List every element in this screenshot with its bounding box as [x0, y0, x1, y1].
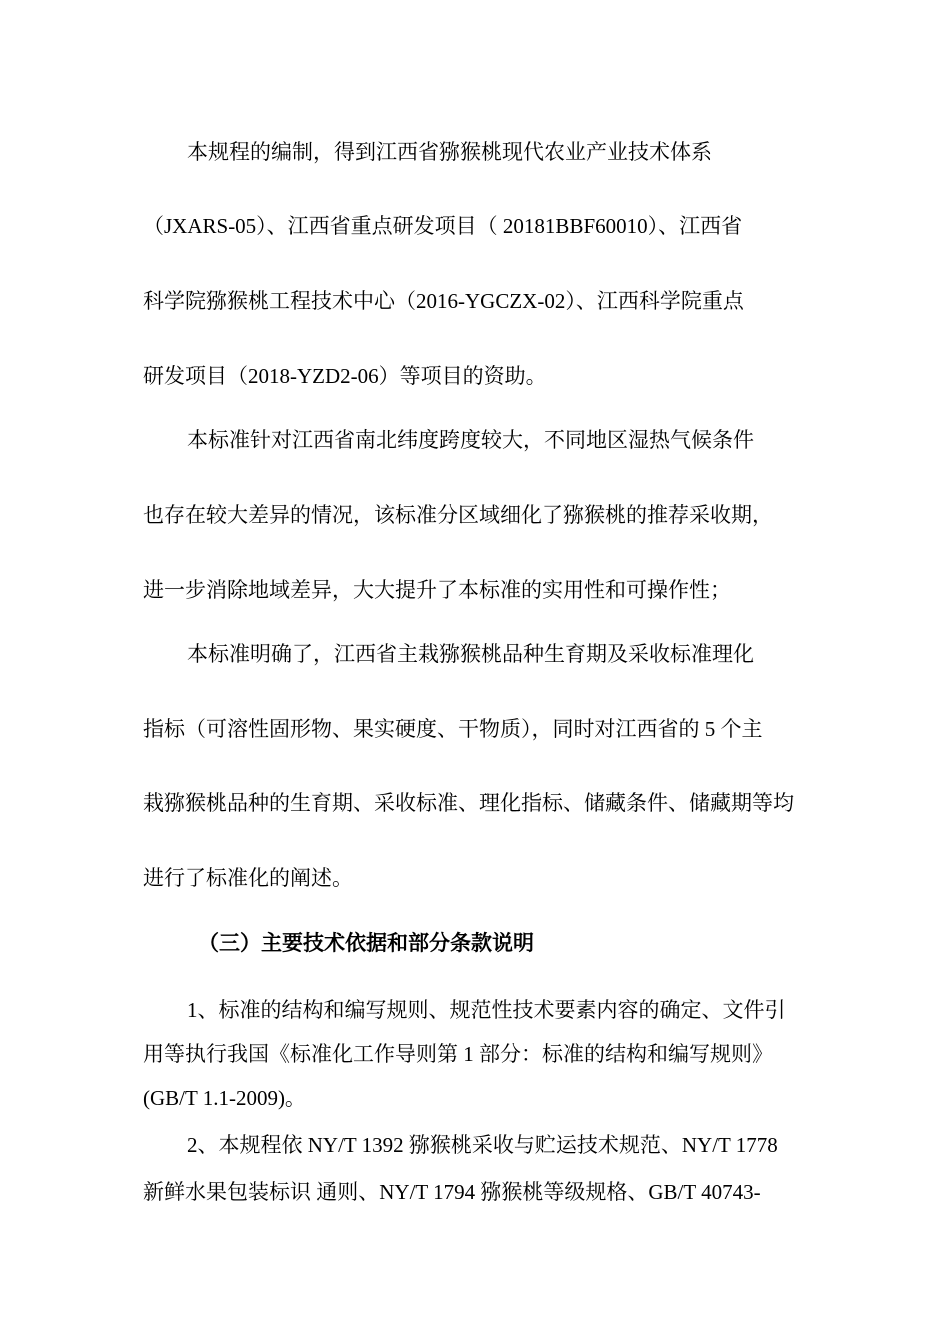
text-line: 科学院猕猴桃工程技术中心（2016-YGCZX-02）、江西科学院重点 [143, 289, 744, 313]
text-line: 研发项目（2018-YZD2-06）等项目的资助。 [143, 364, 547, 388]
text-line: 也存在较大差异的情况，该标准分区域细化了猕猴桃的推荐采收期， [143, 503, 773, 527]
text-line: 用等执行我国《标准化工作导则第 1 部分：标准的结构和编写规则》 [143, 1042, 773, 1066]
section-heading: （三）主要技术依据和部分条款说明 [198, 931, 534, 955]
text-line: 本标准明确了，江西省主栽猕猴桃品种生育期及采收标准理化 [187, 642, 754, 666]
text-line: 进一步消除地域差异，大大提升了本标准的实用性和可操作性； [143, 578, 731, 602]
text-line: (GB/T 1.1-2009)。 [143, 1086, 306, 1110]
text-line: 栽猕猴桃品种的生育期、采收标准、理化指标、储藏条件、储藏期等均 [143, 791, 794, 815]
text-line: 本规程的编制，得到江西省猕猴桃现代农业产业技术体系 [187, 140, 712, 164]
text-line: 本标准针对江西省南北纬度跨度较大，不同地区湿热气候条件 [187, 428, 754, 452]
text-line: （JXARS-05）、江西省重点研发项目（ 20181BBF60010）、江西省 [143, 214, 743, 238]
text-line: 1、标准的结构和编写规则、规范性技术要素内容的确定、文件引 [187, 998, 786, 1022]
text-line: 指标（可溶性固形物、果实硬度、干物质），同时对江西省的 5 个主 [143, 717, 763, 741]
text-line: 2、本规程依 NY/T 1392 猕猴桃采收与贮运技术规范、NY/T 1778 [187, 1133, 778, 1157]
text-line: 进行了标准化的阐述。 [143, 866, 353, 890]
text-line: 新鲜水果包装标识 通则、NY/T 1794 猕猴桃等级规格、GB/T 40743- [143, 1180, 761, 1204]
